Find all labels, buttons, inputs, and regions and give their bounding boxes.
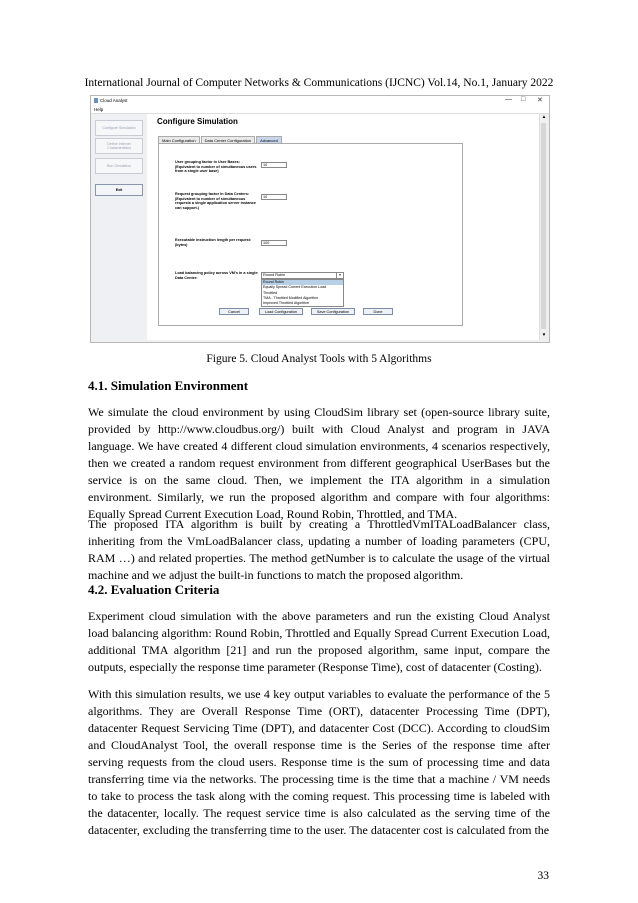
window-title: Cloud Analyst — [100, 98, 128, 103]
tab-data-center-configuration[interactable]: Data Center Configuration — [201, 136, 255, 143]
config-title: Configure Simulation — [157, 117, 238, 126]
left-nav — [92, 114, 145, 340]
paragraph: The proposed ITA algorithm is built by creating a ThrottledVmITALoadBalancer class, inheriting from the VmLoadBalancer class, updating a number of loading parameters (CPU, RAM …) and related properties. The method getNumber is to calculate the usage of the virtual machine and we adjust the built-in functions to match the proposed algorithm. — [88, 517, 550, 582]
cancel-button[interactable]: Cancel — [219, 308, 249, 315]
run-simulation-button[interactable]: Run Simulation — [95, 158, 143, 174]
paragraph: With this simulation results, we use 4 key output variables to evaluate the performance of the 5 algorithms. They are Overall Response Time (ORT), datacenter Processing Time (DPT), datacenter Request Servicing Time (DPT), and datacenter Cost (DCC). According to cloudSim and CloudAnalyst Tool, the overall response time is the Series of the response time after serving requests from the cloud users. Response time is the sum of processing time and data transferring time via the networks. The processing time is the time that a machine / VM needs to take to process the task along with the coming request. This processing time is labeled with the datacenter, locally. The request service time is also calculated as the serving time of the datacenter, excluding the transferring time to the user. The datacenter cost is calculated from the — [88, 687, 550, 837]
exit-button[interactable]: Exit — [95, 184, 143, 196]
advanced-panel — [158, 143, 463, 326]
scroll-down-icon[interactable]: ▼ — [541, 332, 547, 337]
maximize-icon[interactable]: □ — [521, 96, 526, 103]
minimize-icon[interactable]: — — [505, 96, 512, 103]
load-balancing-label: Load balancing policy across VM's in a single Data Center: — [175, 271, 258, 280]
menu-help[interactable]: Help — [94, 107, 104, 112]
journal-header: International Journal of Computer Networks & Communications (IJCNC) Vol.14, No.1, January 2022 — [84, 77, 554, 89]
option-improved-throttled[interactable]: Improved Throttled Algorithm — [263, 301, 310, 306]
title-bar — [91, 96, 549, 106]
vertical-scrollbar[interactable] — [539, 114, 548, 340]
instruction-length-label: Executable instruction length per request: (bytes) — [175, 238, 252, 247]
save-configuration-button[interactable]: Save Configuration — [311, 308, 355, 315]
done-button[interactable]: Done — [363, 308, 393, 315]
user-grouping-label: User grouping factor in User Bases: (Equivalent to number of simultaneous users from a single user base) — [175, 160, 257, 174]
instruction-length-input[interactable]: 100 — [261, 240, 287, 246]
define-internet-button[interactable]: Define Internet Characteristics — [95, 138, 143, 154]
load-configuration-button[interactable]: Load Configuration — [259, 308, 303, 315]
tab-advanced[interactable]: Advanced — [256, 136, 282, 143]
paragraph: Experiment cloud simulation with the above parameters and run the existing Cloud Analyst load balancing algorithm: Round Robin, Throttled and Equally Spread Current Execution Load, additional TMA algorithm [21] and run the proposed algorithm, same input, compare the outputs, especially the response time parameter (Response Time), cost of datacenter (Costing). — [88, 609, 550, 674]
request-grouping-label: Request grouping factor in Data Centers: (Equivalent to number of simultaneous requests a single application server instance can support.) — [175, 192, 257, 210]
user-grouping-input[interactable]: 10 — [261, 162, 287, 168]
config-pane — [147, 114, 540, 340]
figure-caption: Figure 5. Cloud Analyst Tools with 5 Algorithms — [206, 353, 432, 365]
paragraph: We simulate the cloud environment by using CloudSim library set (open-source library suite, provided by http://www.cloudbus.org/) built with Cloud Analyst and program in JAVA language. We have created 4 different cloud simulation environments, 4 scenarios respectively, then we created a random request environment from different geographical UserBases but the service is on the same cloud. Then, we implement the ITA algorithm in a simulation environment. Similarly, we run the proposed algorithm and compare with four algorithms: Equally Spread Current Execution Load, Round Robin, Throttled, and TMA. — [88, 405, 550, 521]
scroll-up-icon[interactable]: ▲ — [541, 114, 547, 119]
request-grouping-input[interactable]: 10 — [261, 194, 287, 200]
option-tma[interactable]: TMA - Throttled Modified Algorithm — [263, 295, 319, 300]
section-heading-simulation-environment: 4.1. Simulation Environment — [88, 378, 249, 393]
tab-main-configuration[interactable]: Main Configuration — [158, 136, 200, 143]
load-balancing-select[interactable] — [261, 272, 344, 279]
option-round-robin[interactable]: Round Robin — [262, 280, 343, 285]
page-number: 33 — [537, 870, 549, 882]
option-equally-spread[interactable]: Equally Spread Current Execution Load — [263, 285, 327, 290]
chevron-down-icon[interactable]: ▾ — [336, 273, 343, 278]
app-icon — [94, 98, 98, 103]
scroll-thumb[interactable] — [541, 123, 546, 329]
cloud-analyst-window — [90, 95, 550, 343]
menu-bar — [91, 106, 549, 114]
config-tabs — [158, 136, 283, 143]
load-balancing-options — [261, 279, 344, 307]
option-throttled[interactable]: Throttled — [263, 290, 278, 295]
load-balancing-selected: Round Robin — [263, 273, 286, 277]
configure-simulation-button[interactable]: Configure Simulation — [95, 120, 143, 136]
close-icon[interactable]: ✕ — [537, 97, 543, 104]
section-heading-evaluation-criteria: 4.2. Evaluation Criteria — [88, 582, 220, 597]
